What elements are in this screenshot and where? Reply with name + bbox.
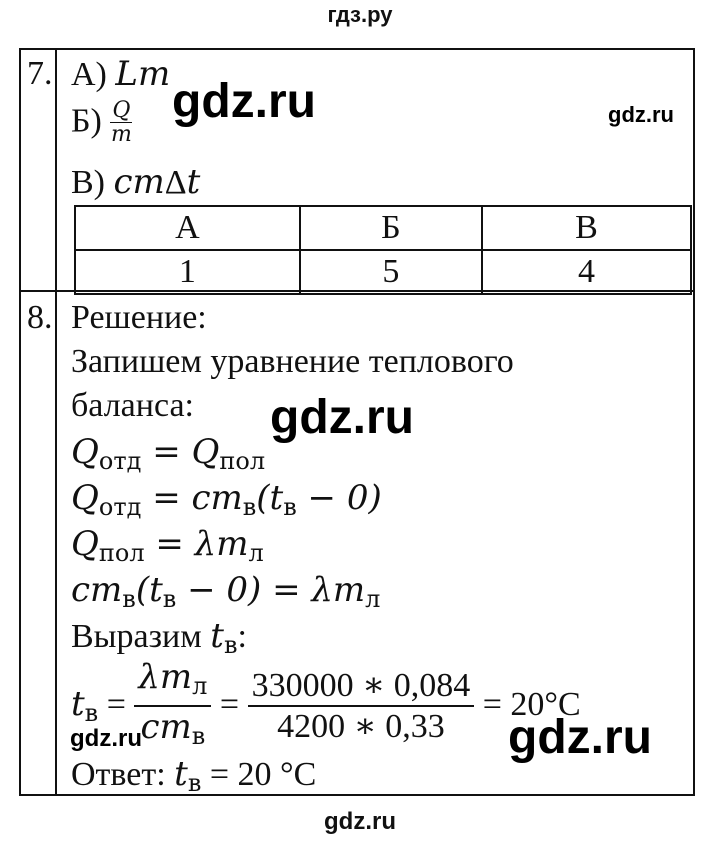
table-cell: В — [482, 206, 691, 250]
solution-text-line: Запишем уравнение теплового — [71, 343, 514, 380]
site-footer: gdz.ru — [324, 808, 396, 835]
table-row — [75, 250, 691, 294]
column-divider — [55, 50, 57, 794]
answer-line: Ответ: tв = 20 °C — [71, 754, 317, 797]
equation-3: Qпол = λmл — [71, 524, 264, 567]
fraction-symbolic: $\frac{\text{λmл}}{\text{cmв}}$ — [134, 658, 211, 756]
watermark: gdz.ru — [70, 725, 142, 752]
table-cell: 1 — [75, 250, 300, 294]
task-7-answer-b: Б) $\frac{Q}{m}$ — [71, 98, 132, 147]
table-cell: Б — [300, 206, 482, 250]
fraction-numeric: $\frac{330000 ∗ 0,084}{4200 ∗ 0,33}$ — [248, 667, 475, 747]
equation-1: Qотд = Qпол — [71, 432, 266, 475]
solution-label: Решение: — [71, 299, 207, 336]
equation-2: Qотд = cmв(tв − 0) — [71, 478, 382, 521]
table-cell: 4 — [482, 250, 691, 294]
table-cell: А — [75, 206, 300, 250]
solution-text-line: баланса: — [71, 387, 194, 424]
watermark: gdz.ru — [508, 711, 652, 764]
table-cell: 5 — [300, 250, 482, 294]
table-row — [75, 206, 691, 250]
equation-4: cmв(tв − 0) = λmл — [71, 570, 381, 613]
task-7-answer-c: В) cmΔt — [71, 162, 201, 202]
watermark: gdz.ru — [172, 75, 316, 128]
final-equation: tв = $\frac{\text{λmл}}{\text{cmв}}$ = $\frac{330000 ∗ 0,084}{4200 ∗ 0,33}$ = 20°C — [71, 658, 581, 756]
q-over-m-fraction: $\frac{Q}{m}$ — [110, 98, 132, 147]
task-7-answer-table — [74, 205, 692, 295]
task-7-answer-a: А) Lm — [71, 54, 171, 94]
task-8-number: 8. — [27, 299, 53, 336]
express-line: Выразим tв: — [71, 616, 247, 659]
site-header: гдз.ру — [327, 2, 393, 27]
task-7-number: 7. — [27, 55, 53, 92]
watermark: gdz.ru — [608, 102, 674, 127]
watermark: gdz.ru — [270, 391, 414, 444]
